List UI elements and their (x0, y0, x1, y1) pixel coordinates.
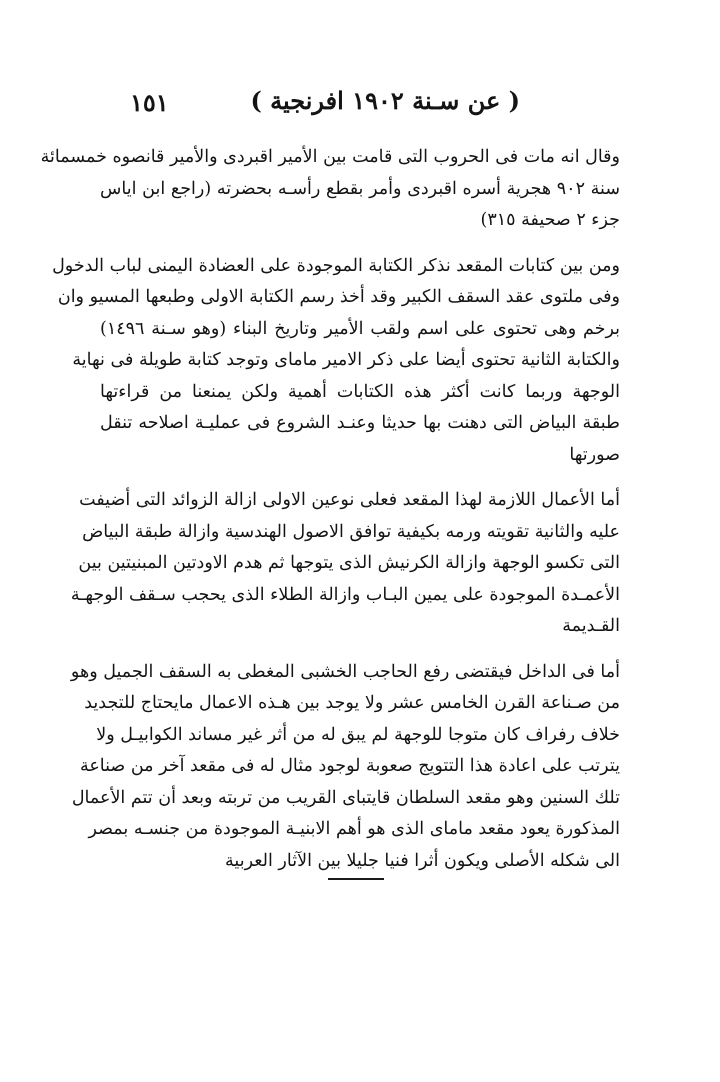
text-line: التى تكسو الوجهة وازالة الكرنيش الذى يتوجها ثم هدم الاودتين المبنيتين بين (78, 553, 620, 573)
text-line: سنة ٩٠٢ هجرية أسره اقبردى وأمر بقطع رأسـه بحضرته (راجع ابن اياس (100, 178, 621, 199)
text-line: أما الأعمال اللازمة لهذا المقعد فعلى نوعين الاولى ازالة الزوائد التى أضيفت (79, 490, 620, 510)
paragraph-2 (52, 251, 620, 472)
page-header (100, 86, 600, 126)
text-line: عليه والثانية تقويته ورمه بكيفية توافق الاصول الهندسية وازالة طبقة البياض (82, 521, 620, 542)
text-line: من صـناعة القرن الخامس عشر ولا يوجد بين هـذه الاعمال مايحتاج للتجديد (84, 693, 620, 713)
text-line: المذكورة يعود مقعد ماماى الذى هو أهم الابنيـة الموجودة من جنسـه بمصر (88, 819, 620, 839)
text-line: وقال انه مات فى الحروب التى قامت بين الأمير اقبردى والأمير قانصوه خمسمائة (40, 147, 620, 167)
closing-rule (328, 878, 384, 880)
text-line: خلاف رفراف كان متوجا للوجهة لم يبق له من أثر غير مساند الكوابيـل ولا (96, 724, 620, 745)
text-line: طبقة البياض التى دهنت بها حديثا وعنـد الشروع فى عمليـة اصلاحه تنقل (100, 413, 620, 433)
text-line: وفى ملتوى عقد السقف الكبير وقد أخذ رسم الكتابة الاولى وطبعها المسيو وان (57, 287, 620, 307)
text-line: برخم وهى تحتوى على اسم ولقب الأمير وتاريخ البناء (وهو سـنة ١٤٩٦) (100, 318, 620, 339)
text-line: الى شكله الأصلى ويكون أثرا فنيا جليلا بين الآثار العربية (225, 850, 620, 871)
text-line: جزء ٢ صحيفة ٣١٥) (480, 210, 620, 230)
paragraph-4 (70, 657, 620, 878)
text-line: الأعمـدة الموجودة على يمين البـاب وازالة الطلاء الذى يحجب سـقف الوجهـة (70, 584, 620, 605)
body-text (40, 142, 621, 891)
paragraph-1 (40, 142, 621, 237)
running-head: ( عن سـنة ١٩٠٢ افرنجية ) (250, 86, 520, 115)
page-number: ١٥١ (130, 88, 169, 117)
text-line: صورتها (569, 444, 620, 465)
text-line: والكتابة الثانية تحتوى أيضا على ذكر الامير ماماى وتوجد كتابة طويلة فى نهاية (72, 350, 620, 370)
text-line: تلك السنين وهو مقعد السلطان قايتباى القريب من تربته وبعد أن تتم الأعمال (71, 787, 620, 808)
text-line: القـديمة (562, 616, 620, 636)
text-line: الوجهة وربما كانت أكثر هذه الكتابات أهمية ولكن يمنعنا من قراءتها (100, 381, 620, 402)
paragraph-3 (70, 485, 620, 643)
text-line: أما فى الداخل فيقتضى رفع الحاجب الخشبى المغطى به السقف الجميل وهو (70, 661, 620, 682)
text-line: يترتب على اعادة هذا التتويج صعوبة لوجود مثال له فى مقعد آخر من صناعة (79, 756, 620, 776)
text-line: ومن بين كتابات المقعد نذكر الكتابة الموجودة على العضادة اليمنى لباب الدخول (52, 255, 620, 276)
